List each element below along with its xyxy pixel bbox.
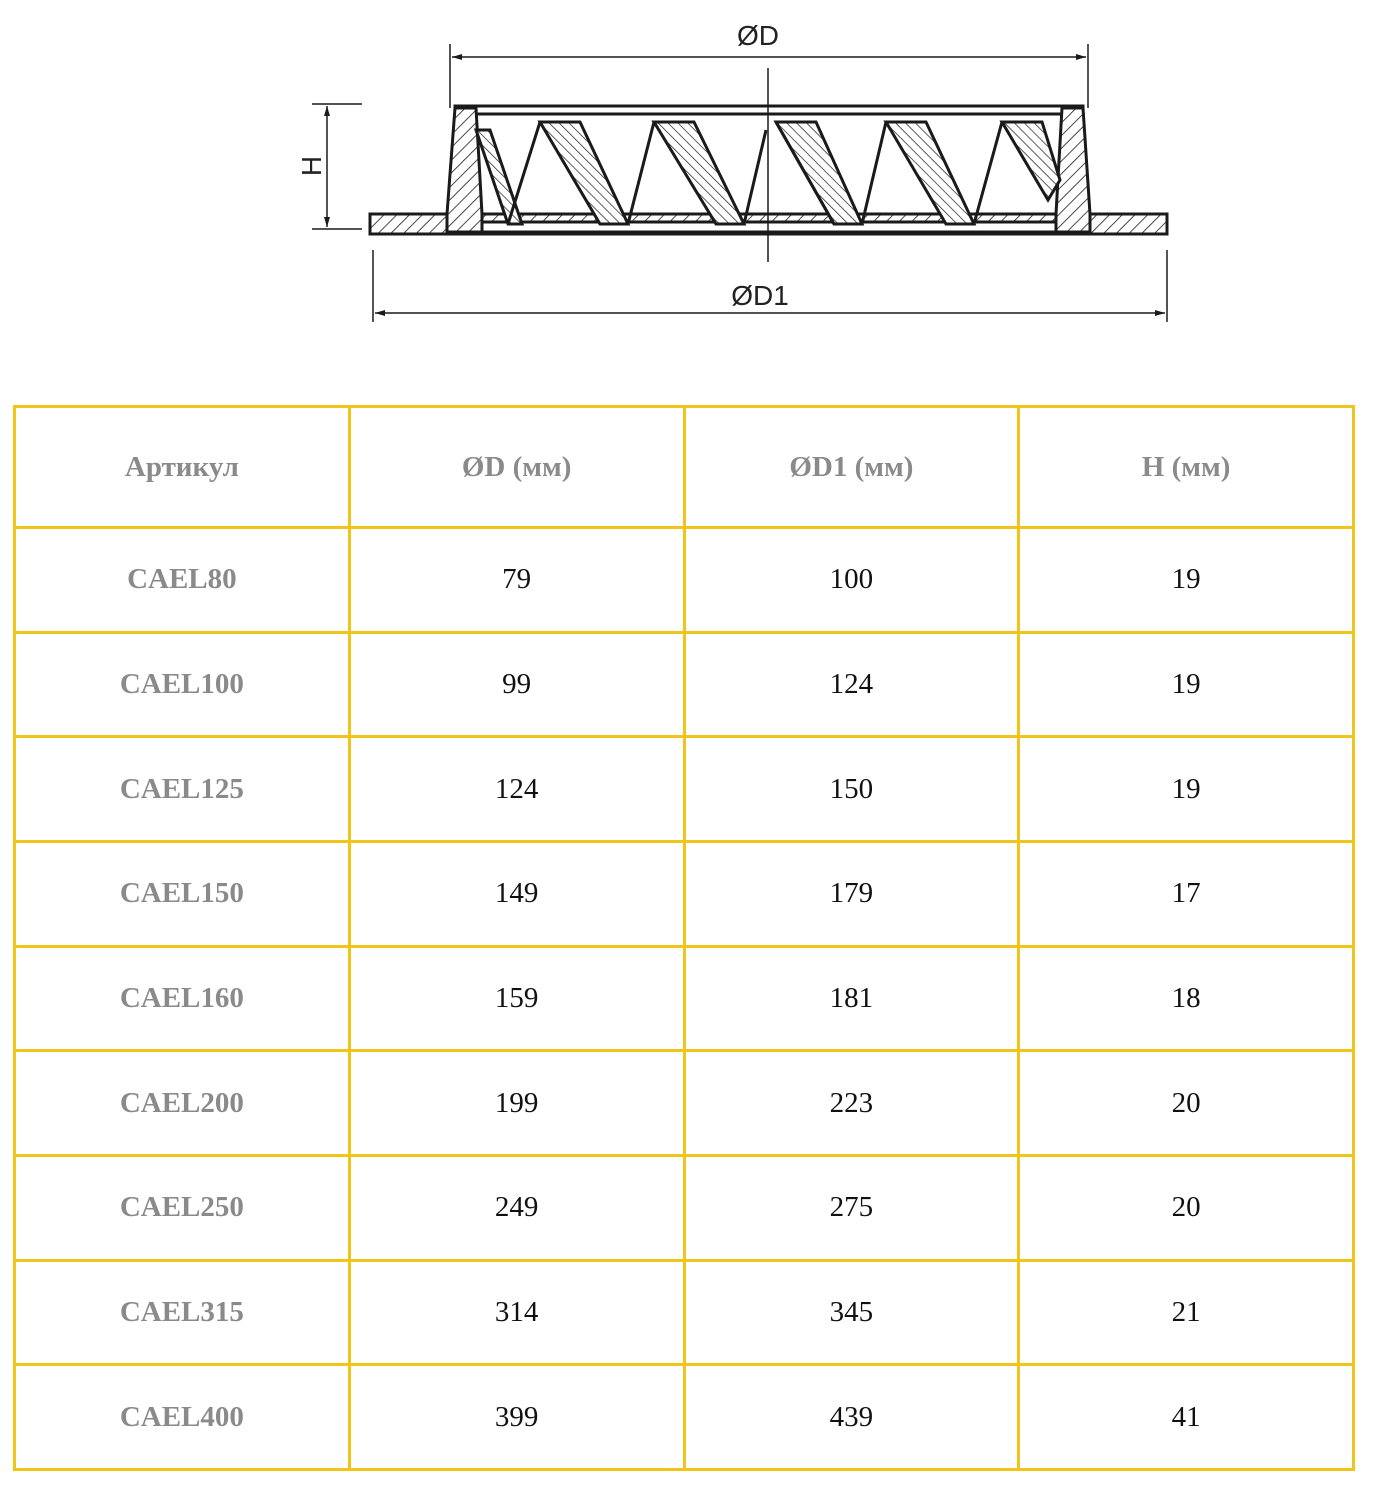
- table-row: [15, 1260, 1354, 1365]
- dimension-d: [450, 20, 1088, 108]
- cell-article: CAEL250: [15, 1155, 350, 1260]
- label-d1: ØD1: [731, 280, 789, 311]
- table-row: [15, 946, 1354, 1051]
- label-d: ØD: [737, 20, 779, 51]
- table-row: [15, 1155, 1354, 1260]
- table-row: [15, 632, 1354, 737]
- cell-h: 18: [1019, 946, 1354, 1051]
- cell-d: 99: [349, 632, 684, 737]
- cell-h: 19: [1019, 632, 1354, 737]
- cell-article: CAEL315: [15, 1260, 350, 1365]
- cell-d: 399: [349, 1365, 684, 1470]
- cross-section-drawing: [0, 0, 1379, 340]
- cell-article: CAEL125: [15, 737, 350, 842]
- cell-h: 20: [1019, 1155, 1354, 1260]
- cell-h: 17: [1019, 841, 1354, 946]
- cell-d1: 223: [684, 1051, 1019, 1156]
- header-d1: ØD1 (мм): [684, 407, 1019, 528]
- label-h: H: [296, 155, 327, 177]
- cell-d1: 179: [684, 841, 1019, 946]
- table-row: [15, 737, 1354, 842]
- table-header-row: [15, 407, 1354, 528]
- cell-d1: 124: [684, 632, 1019, 737]
- table-row: [15, 528, 1354, 633]
- cell-d: 149: [349, 841, 684, 946]
- specifications-table: [13, 405, 1355, 1471]
- cell-article: CAEL400: [15, 1365, 350, 1470]
- dimension-h: [296, 104, 362, 229]
- cell-article: CAEL150: [15, 841, 350, 946]
- cell-h: 19: [1019, 528, 1354, 633]
- dimension-d1: [373, 250, 1167, 322]
- cell-article: CAEL80: [15, 528, 350, 633]
- cell-h: 19: [1019, 737, 1354, 842]
- cell-article: CAEL200: [15, 1051, 350, 1156]
- header-article: Артикул: [15, 407, 350, 528]
- cell-h: 20: [1019, 1051, 1354, 1156]
- cell-d1: 181: [684, 946, 1019, 1051]
- cell-article: CAEL100: [15, 632, 350, 737]
- cell-d1: 275: [684, 1155, 1019, 1260]
- cell-h: 41: [1019, 1365, 1354, 1470]
- header-d: ØD (мм): [349, 407, 684, 528]
- cell-d: 314: [349, 1260, 684, 1365]
- cell-d: 159: [349, 946, 684, 1051]
- cell-d1: 100: [684, 528, 1019, 633]
- cell-article: CAEL160: [15, 946, 350, 1051]
- cell-h: 21: [1019, 1260, 1354, 1365]
- table-row: [15, 1051, 1354, 1156]
- cell-d1: 150: [684, 737, 1019, 842]
- cell-d: 124: [349, 737, 684, 842]
- cell-d: 199: [349, 1051, 684, 1156]
- cell-d: 249: [349, 1155, 684, 1260]
- table-row: [15, 1365, 1354, 1470]
- header-h: H (мм): [1019, 407, 1354, 528]
- table-row: [15, 841, 1354, 946]
- cell-d1: 439: [684, 1365, 1019, 1470]
- cell-d1: 345: [684, 1260, 1019, 1365]
- cell-d: 79: [349, 528, 684, 633]
